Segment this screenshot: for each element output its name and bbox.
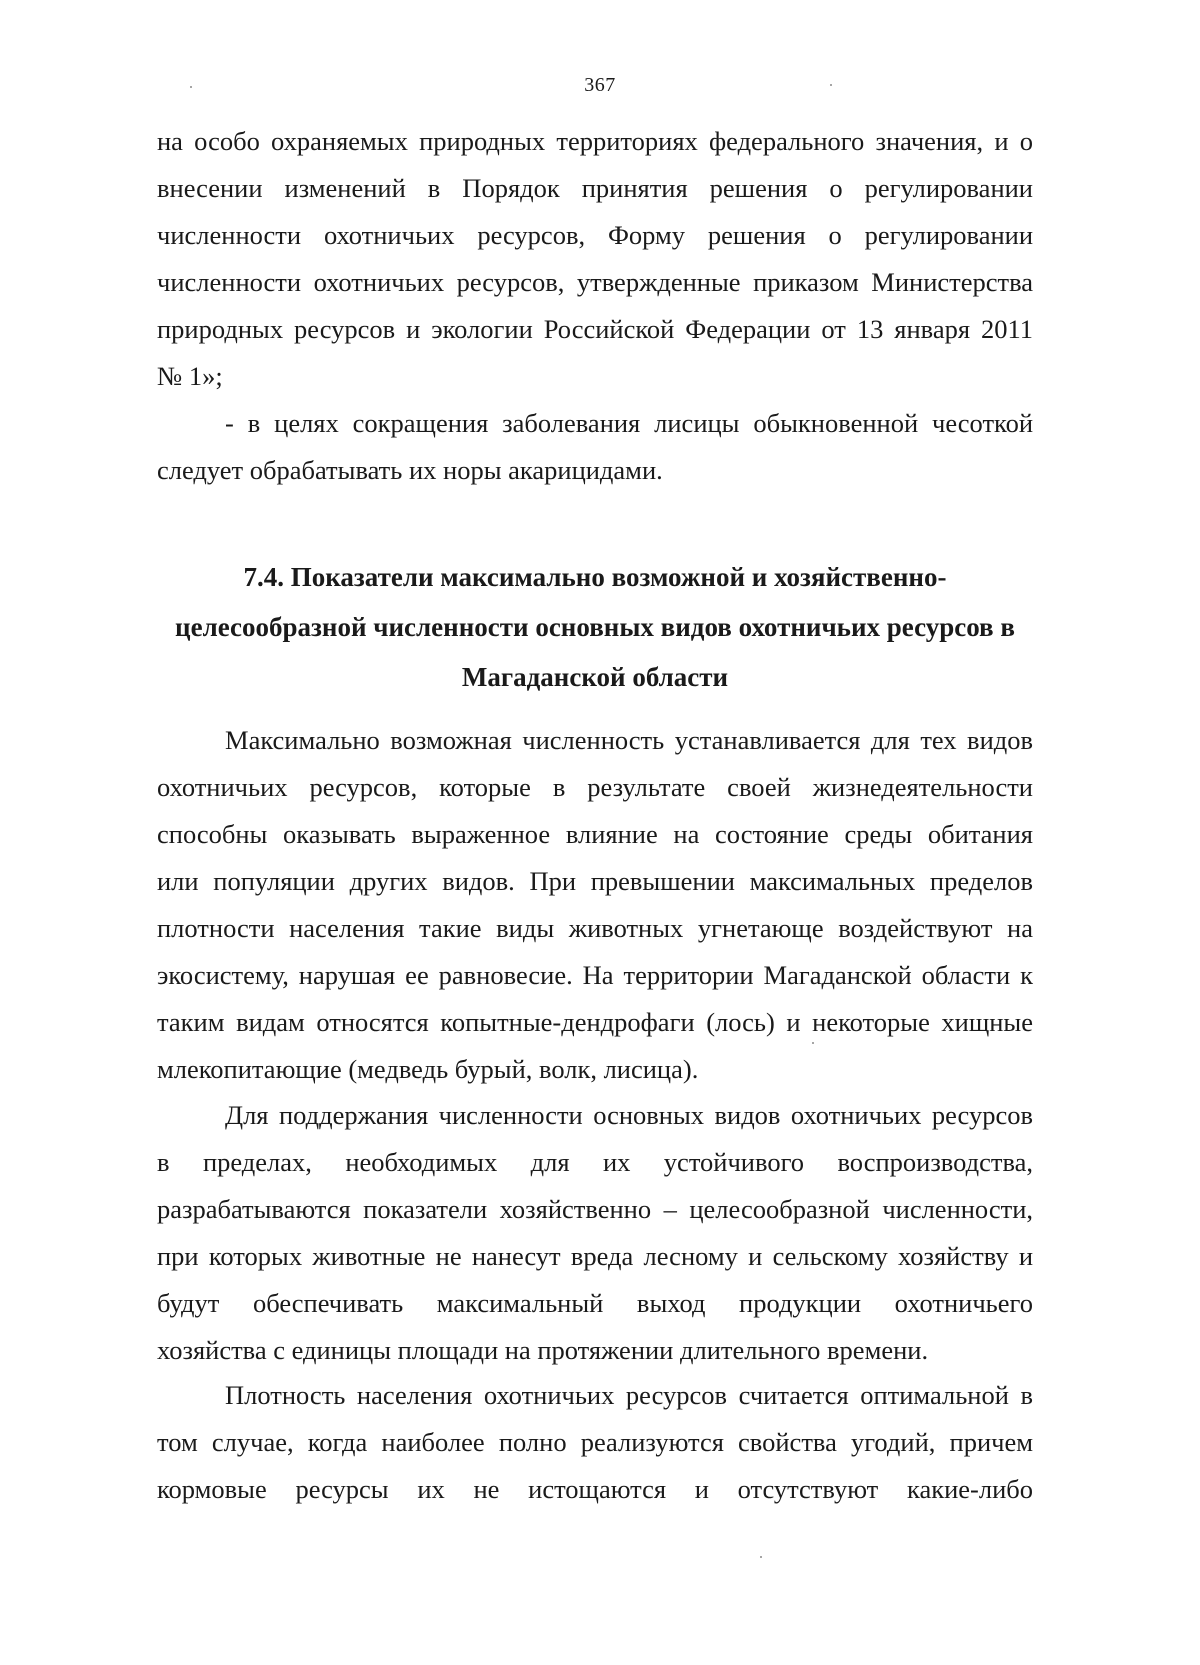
paragraph-density: [157, 1372, 1033, 1513]
paragraph-list-item: [157, 400, 1033, 494]
text-line: численности охотничьих ресурсов, утвержденные приказом Министерства: [157, 267, 1033, 297]
text-line: будут обеспечивать максимальный выход продукции охотничьего: [157, 1288, 1033, 1318]
heading-line: целесообразной численности основных видов охотничьих ресурсов в: [175, 612, 1015, 642]
scan-speck: [760, 1556, 762, 1558]
text-line: плотности населения такие виды животных угнетающе воздействуют на: [157, 913, 1033, 943]
text-line: природных ресурсов и экологии Российской Федерации от 13 января 2011: [157, 314, 1033, 344]
text-line: разрабатываются показатели хозяйственно – целесообразной численности,: [157, 1194, 1033, 1224]
heading-line: Магаданской области: [461, 662, 729, 692]
section-heading: [157, 552, 1033, 702]
text-line: численности охотничьих ресурсов, Форму решения о регулировании: [157, 220, 1033, 250]
text-line: том случае, когда наиболее полно реализуются свойства угодий, причем: [157, 1427, 1033, 1457]
text-line: Плотность населения охотничьих ресурсов считается оптимальной в: [225, 1380, 1033, 1410]
text-line: следует обрабатывать их норы акарицидами.: [157, 455, 663, 485]
text-line: - в целях сокращения заболевания лисицы обыкновенной чесоткой: [225, 408, 1033, 438]
text-line: млекопитающие (медведь бурый, волк, лисица).: [157, 1054, 699, 1084]
text-line: или популяции других видов. При превышении максимальных пределов: [157, 866, 1033, 896]
text-line: внесении изменений в Порядок принятия решения о регулировании: [157, 173, 1033, 203]
text-line: кормовые ресурсы их не истощаются и отсутствуют какие-либо: [157, 1474, 1033, 1504]
page-number: 367: [584, 74, 616, 96]
text-line: № 1»;: [157, 361, 223, 391]
text-line: на особо охраняемых природных территориях федерального значения, и о: [157, 126, 1033, 156]
text-line: экосистему, нарушая ее равновесие. На территории Магаданской области к: [157, 960, 1033, 990]
text-line: Для поддержания численности основных видов охотничьих ресурсов: [225, 1100, 1033, 1130]
paragraph-continuation: [157, 118, 1033, 400]
paragraph-economic-population: [157, 1092, 1033, 1374]
paragraph-max-population: [157, 717, 1033, 1093]
text-line: в пределах, необходимых для их устойчивого воспроизводства,: [157, 1147, 1033, 1177]
heading-line: 7.4. Показатели максимально возможной и хозяйственно-: [243, 562, 947, 592]
text-line: при которых животные не нанесут вреда лесному и сельскому хозяйству и: [157, 1241, 1033, 1271]
text-line: хозяйства с единицы площади на протяжении длительного времени.: [157, 1335, 929, 1365]
text-line: Максимально возможная численность устанавливается для тех видов: [225, 725, 1033, 755]
text-line: способны оказывать выраженное влияние на состояние среды обитания: [157, 819, 1033, 849]
text-line: охотничьих ресурсов, которые в результате своей жизнедеятельности: [157, 772, 1033, 802]
text-line: таким видам относятся копытные-дендрофаги (лось) и некоторые хищные: [157, 1007, 1033, 1037]
